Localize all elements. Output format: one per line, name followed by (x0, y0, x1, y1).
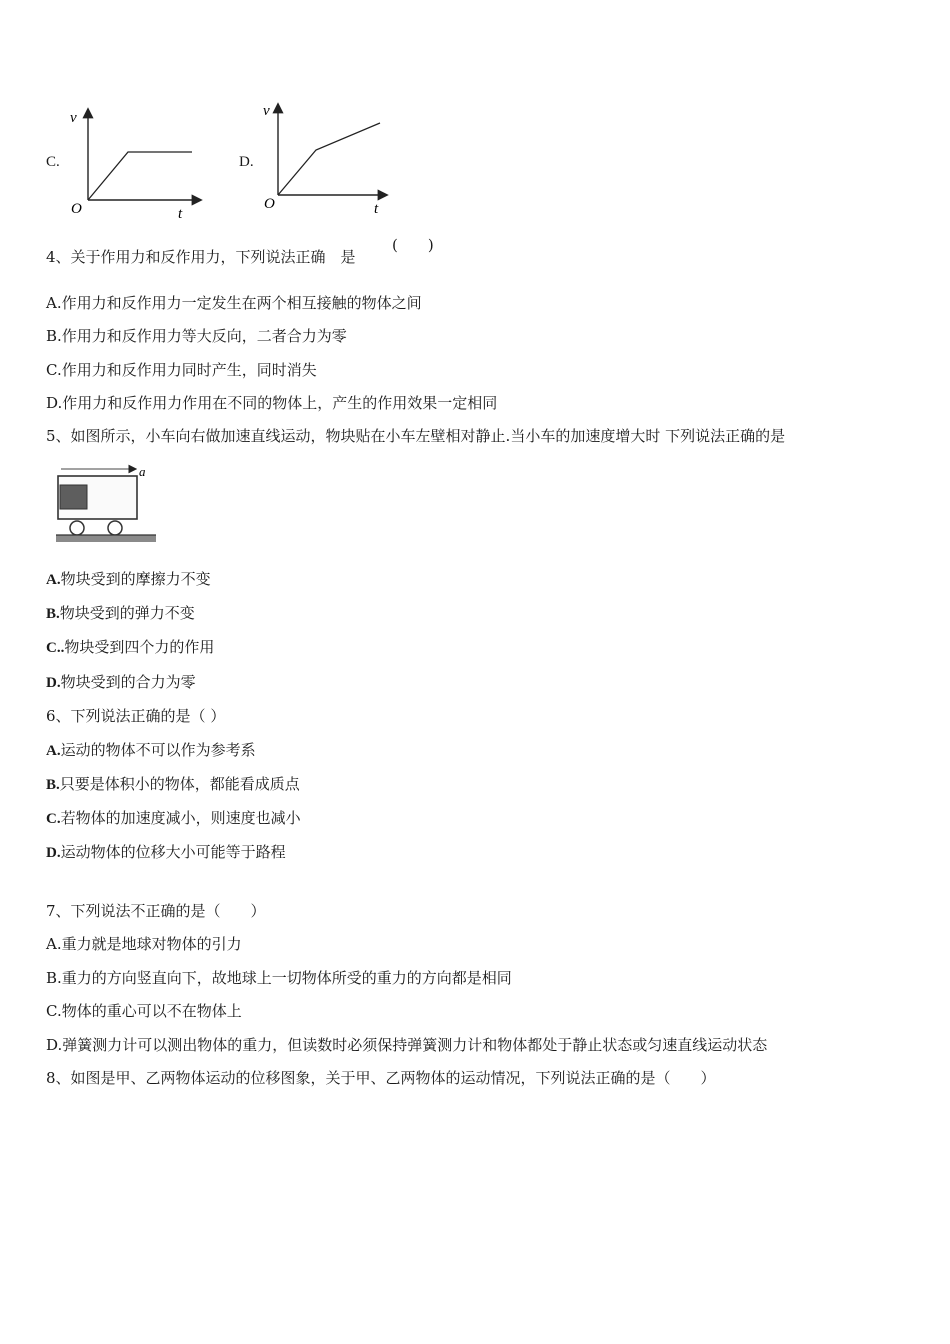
question-5-stem: 5、如图所示，小车向右做加速直线运动，物块贴在小车左壁相对静止.当小车的加速度增大时 下列说法正确的是 (46, 427, 786, 445)
option-c-label: C. (46, 154, 60, 170)
block (60, 485, 87, 509)
question-7-stem: 7、下列说法不正确的是（ ） (46, 902, 266, 920)
acceleration-label: a (139, 464, 146, 479)
q5-option-a: A.物块受到的摩擦力不变 (46, 570, 211, 588)
q6-option-c: C.若物体的加速度减小，则速度也减小 (46, 809, 301, 827)
wheel-right (108, 521, 122, 535)
ground (56, 535, 156, 542)
q5-option-d: D.物块受到的合力为零 (46, 673, 196, 691)
question-4-stem: 4、关于作用力和反作用力，下列说法正确 是 (46, 248, 356, 266)
question-8-stem: 8、如图是甲、乙两物体运动的位移图象，关于甲、乙两物体的运动情况，下列说法正确的是（ ） (46, 1069, 716, 1087)
q5-option-b: B.物块受到的弹力不变 (46, 604, 195, 622)
q7-option-b: B.重力的方向竖直向下，故地球上一切物体所受的重力的方向都是相同 (46, 969, 512, 987)
option-d-label: D. (239, 154, 254, 170)
q6-option-d: D.运动物体的位移大小可能等于路程 (46, 843, 286, 861)
q5-option-c: C..物块受到四个力的作用 (46, 638, 215, 656)
question-6-stem: 6、下列说法正确的是（ ） (46, 707, 226, 725)
wheel-left (70, 521, 84, 535)
velocity-time-graph-c (60, 100, 210, 225)
velocity-time-graph-d (250, 95, 400, 220)
q7-option-a: A.重力就是地球对物体的引力 (46, 935, 242, 953)
y-axis-label: v (70, 110, 77, 126)
x-axis-label: t (374, 201, 379, 217)
origin-label: O (264, 196, 275, 212)
q4-option-b: B.作用力和反作用力等大反向，二者合力为零 (46, 327, 347, 345)
graph-c-curve (88, 152, 192, 200)
y-axis-label: v (263, 103, 270, 119)
x-axis-label: t (178, 206, 183, 222)
cart-diagram (55, 462, 160, 550)
question-4-answer-parens: ( ) (392, 236, 434, 254)
q4-option-d: D.作用力和反作用力作用在不同的物体上，产生的作用效果一定相同 (46, 394, 498, 412)
q6-option-b: B.只要是体积小的物体，都能看成质点 (46, 775, 300, 793)
q7-option-d: D.弹簧测力计可以测出物体的重力，但读数时必须保持弹簧测力计和物体都处于静止状态或匀速直线运动状态 (46, 1036, 768, 1054)
origin-label: O (71, 201, 82, 217)
q7-option-c: C.物体的重心可以不在物体上 (46, 1002, 242, 1020)
graph-d-curve (278, 123, 380, 195)
q6-option-a: A.运动的物体不可以作为参考系 (46, 741, 256, 759)
q4-option-c: C.作用力和反作用力同时产生，同时消失 (46, 361, 317, 379)
q4-option-a: A.作用力和反作用力一定发生在两个相互接触的物体之间 (46, 294, 422, 312)
